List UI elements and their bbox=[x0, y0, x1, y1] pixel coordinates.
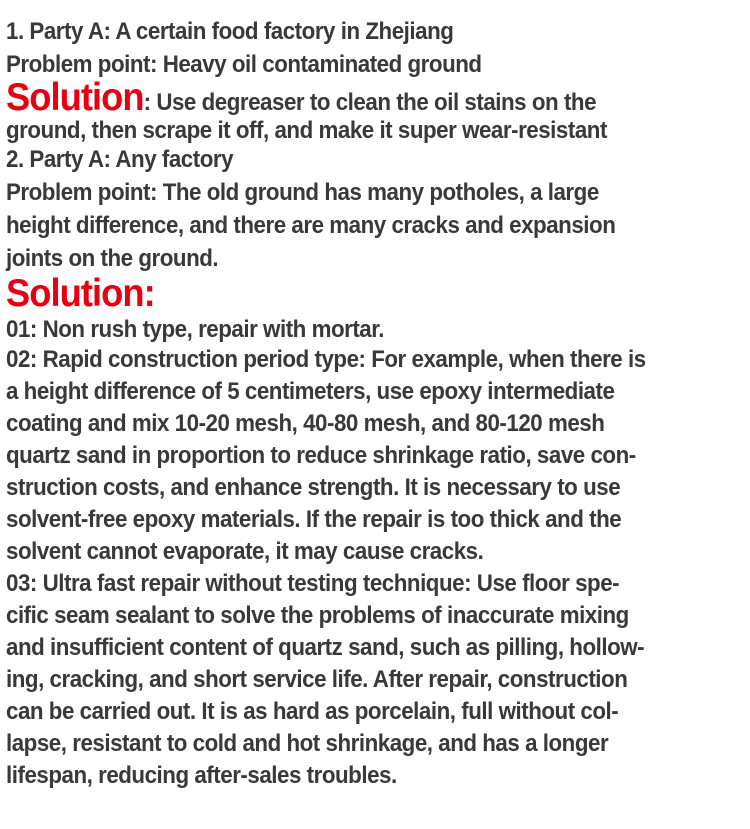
case1-party-line: 1. Party A: A certain food factory in Zhejiang bbox=[6, 18, 454, 45]
solution-detail-line: lifespan, reducing after-sales troubles. bbox=[6, 762, 397, 789]
solution-detail-line: solvent cannot evaporate, it may cause cracks. bbox=[6, 538, 484, 565]
solution-detail-line: struction costs, and enhance strength. It is necessary to use bbox=[6, 474, 621, 501]
case1-solution-heading: Solution bbox=[6, 76, 144, 119]
solution-detail-line: and insufficient content of quartz sand, such as pilling, hollow- bbox=[6, 634, 645, 661]
solution-detail-line: solvent-free epoxy materials. If the repair is too thick and the bbox=[6, 506, 622, 533]
case2-solution-heading-line bbox=[6, 272, 692, 316]
solution-detail-line: ing, cracking, and short service life. After repair, construction bbox=[6, 666, 628, 693]
case2-solution-heading: Solution: bbox=[6, 272, 155, 315]
solution-detail-line: 01: Non rush type, repair with mortar. bbox=[6, 316, 384, 343]
solution-detail-line: 03: Ultra fast repair without testing technique: Use floor spe- bbox=[6, 570, 620, 597]
case2-party-line: 2. Party A: Any factory bbox=[6, 146, 234, 173]
solution-detail-line: lapse, resistant to cold and hot shrinkage, and has a longer bbox=[6, 730, 609, 757]
case2-problem-line: height difference, and there are many cracks and expansion bbox=[6, 212, 616, 239]
solution-detail-line: 02: Rapid construction period type: For example, when there is bbox=[6, 346, 646, 373]
solution-detail-line: quartz sand in proportion to reduce shrinkage ratio, save con- bbox=[6, 442, 636, 469]
case1-solution-text-part2: ground, then scrape it off, and make it super wear-resistant bbox=[6, 117, 607, 144]
solution-detail-line: cific seam sealant to solve the problems of inaccurate mixing bbox=[6, 602, 629, 629]
solution-detail-line: coating and mix 10-20 mesh, 40-80 mesh, and 80-120 mesh bbox=[6, 410, 605, 437]
solution-detail-line: a height difference of 5 centimeters, use epoxy intermediate bbox=[6, 378, 615, 405]
solution-detail-line: can be carried out. It is as hard as porcelain, full without col- bbox=[6, 698, 619, 725]
case1-solution-text-part1: : Use degreaser to clean the oil stains on the bbox=[143, 89, 597, 116]
case2-problem-line: joints on the ground. bbox=[6, 245, 219, 272]
case1-solution-line bbox=[6, 76, 692, 119]
case2-problem-line: Problem point: The old ground has many potholes, a large bbox=[6, 179, 599, 206]
case1-problem-line: Problem point: Heavy oil contaminated ground bbox=[6, 51, 482, 78]
